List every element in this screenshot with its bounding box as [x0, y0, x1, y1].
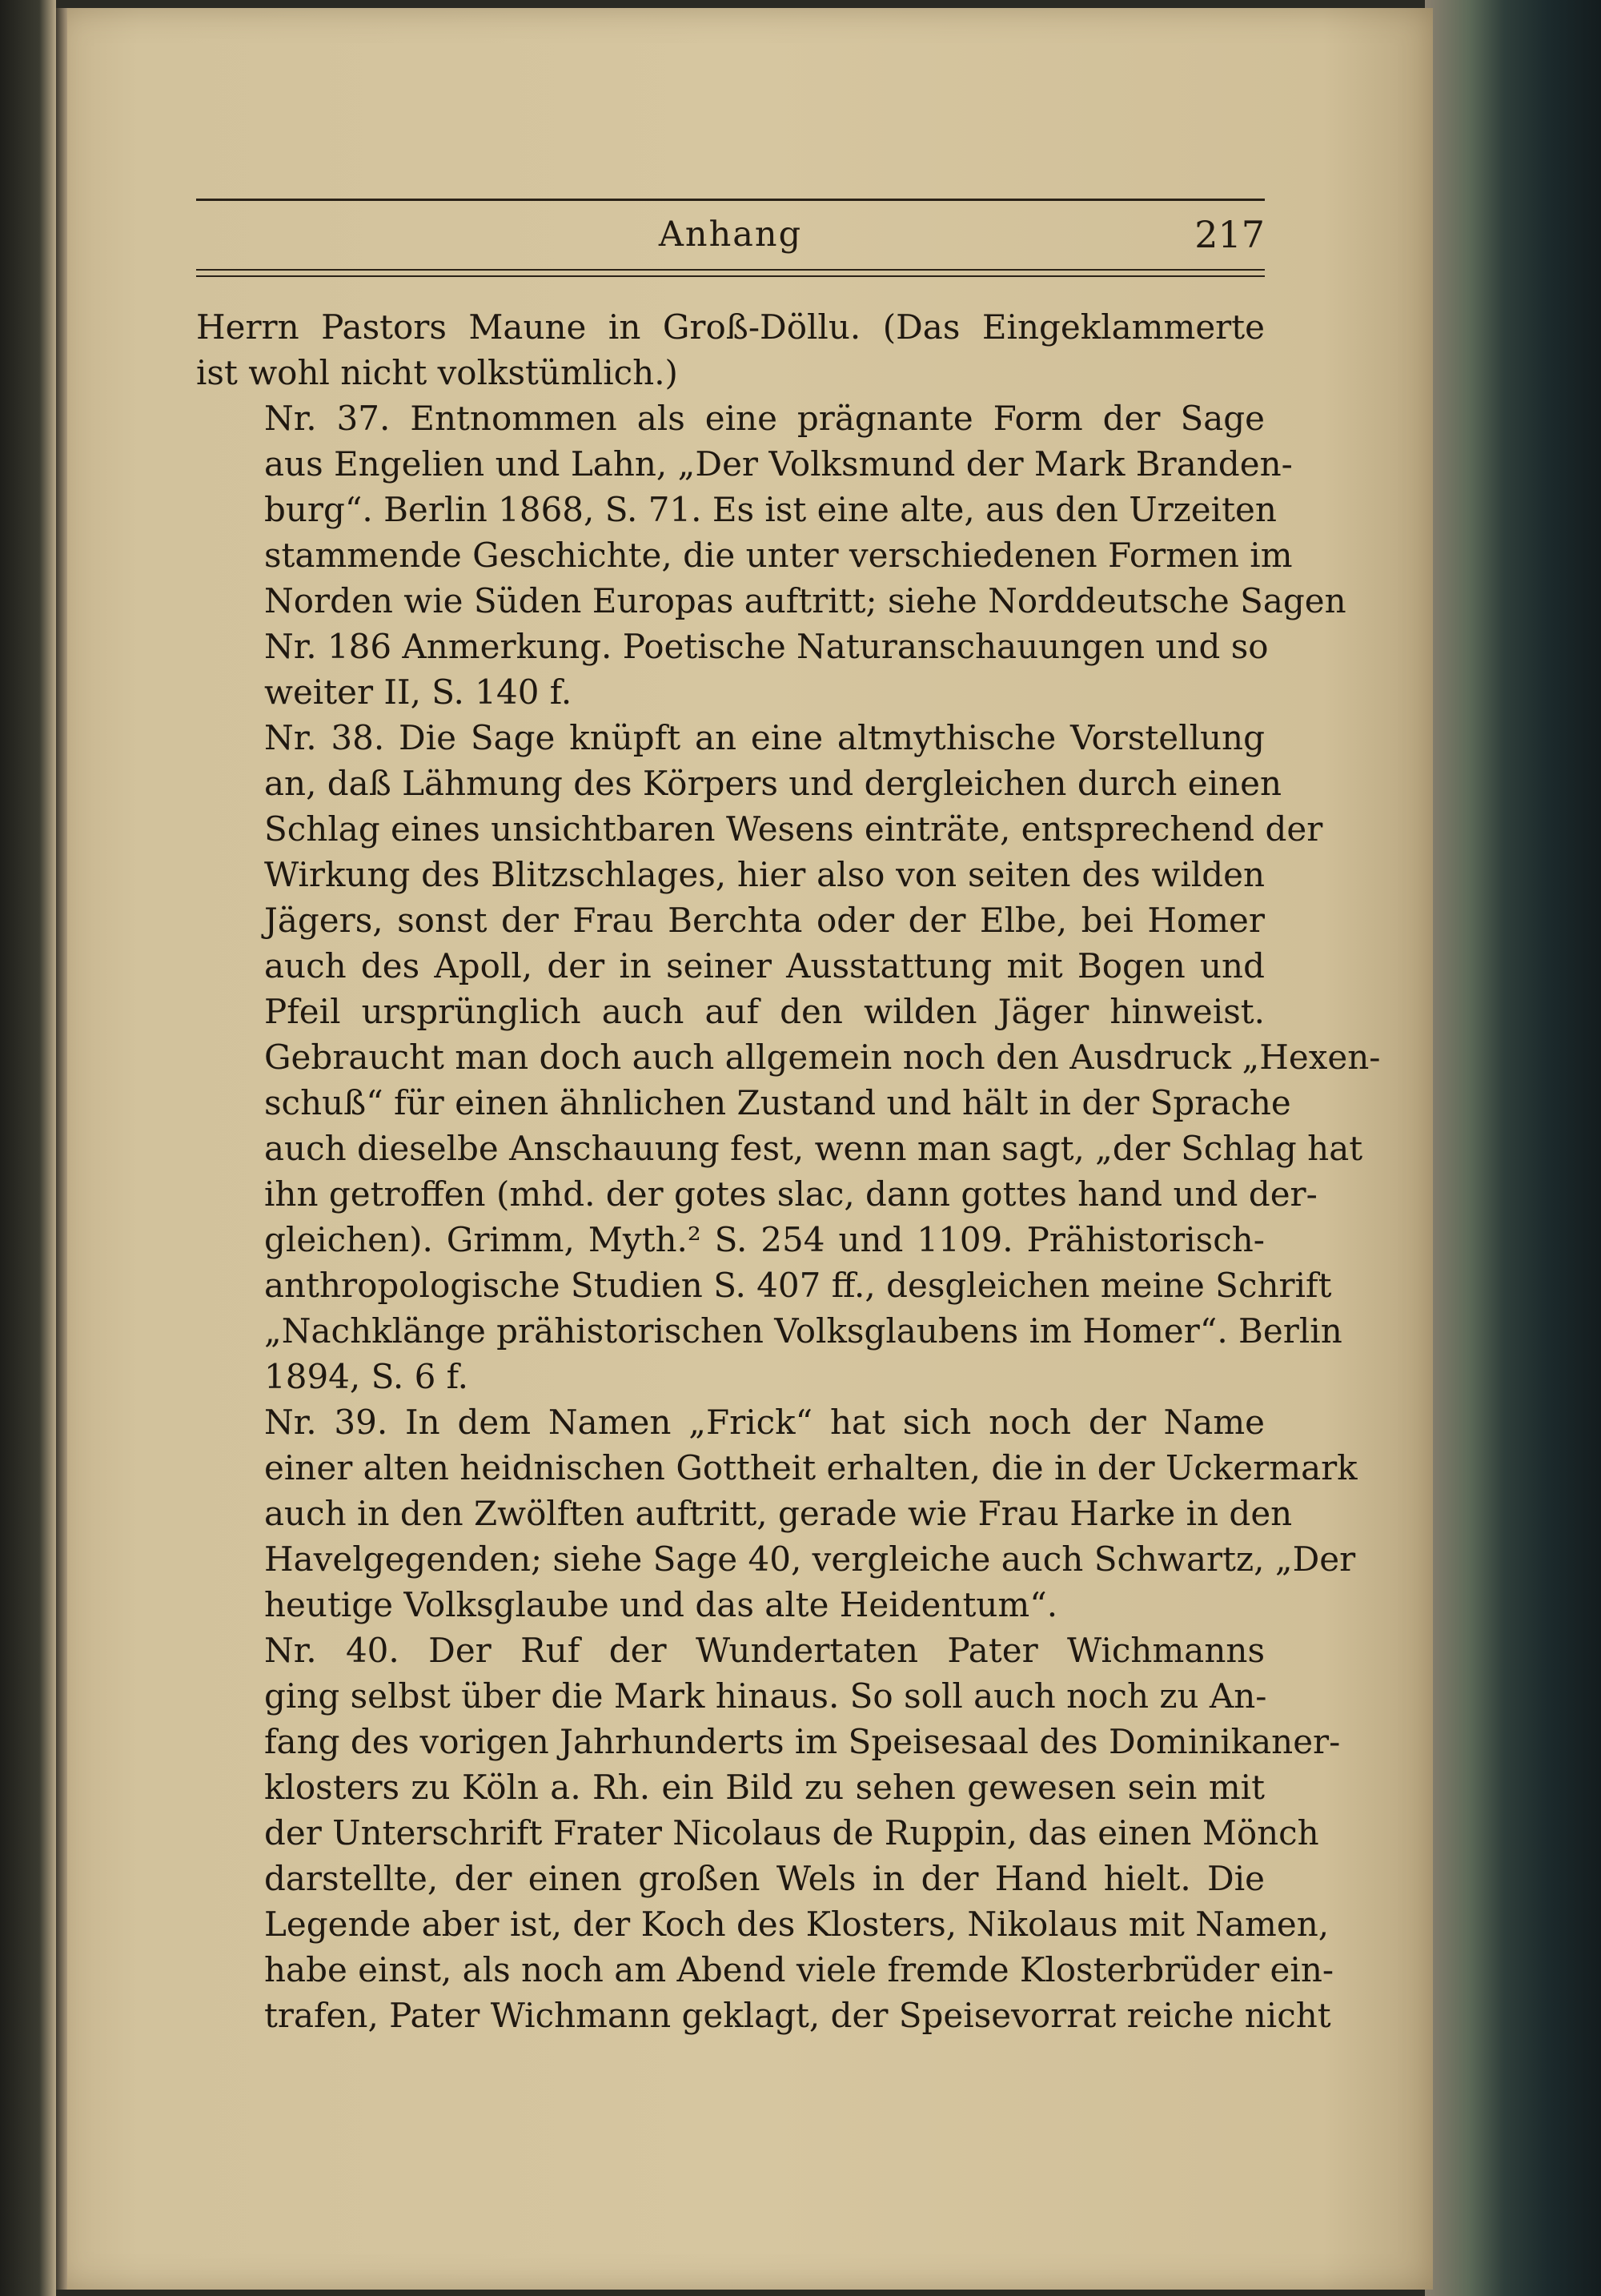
page-number: 217: [1194, 213, 1265, 256]
text-line: aus Engelien und Lahn, „Der Volksmund der Mark Branden-: [264, 444, 1293, 484]
text-line: an, daß Lähmung des Körpers und dergleichen durch einen: [264, 764, 1282, 803]
paragraph-nr-37: [196, 395, 1346, 715]
text-line: Nr. 38. Die Sage knüpft an eine altmythische Vorstellung: [264, 718, 1265, 757]
text-line: ist wohl nicht volkstümlich.): [196, 353, 678, 392]
text-line: klosters zu Köln a. Rh. ein Bild zu sehen gewesen sein mit: [264, 1768, 1265, 1807]
text-line: Schlag eines unsichtbaren Wesens einträte, entsprechend der: [264, 809, 1323, 849]
header-rule-top: [196, 199, 1265, 201]
text-line: ihn getroffen (mhd. der gotes slac, dann gottes hand und der-: [264, 1174, 1318, 1214]
book-binding-left: [0, 0, 56, 2296]
text-line: auch in den Zwölften auftritt, gerade wie Frau Harke in den: [264, 1494, 1293, 1533]
paragraph-nr-38: [196, 715, 1381, 1399]
header-rule-double: [196, 269, 1265, 277]
text-line: auch des Apoll, der in seiner Ausstattung mit Bogen und: [264, 946, 1265, 985]
page-gutter: [56, 8, 67, 2290]
text-line: trafen, Pater Wichmann geklagt, der Speisevorrat reiche nicht: [264, 1996, 1331, 2035]
book-edge-right: [1425, 0, 1601, 2296]
text-line: Havelgegenden; siehe Sage 40, vergleiche auch Schwartz, „Der: [264, 1539, 1356, 1579]
text-line: ging selbst über die Mark hinaus. So soll auch noch zu An-: [264, 1676, 1267, 1716]
paragraph-continuation: [196, 304, 1265, 395]
text-line: auch dieselbe Anschauung fest, wenn man sagt, „der Schlag hat: [264, 1129, 1363, 1168]
text-line: weiter II, S. 140 f.: [264, 672, 572, 712]
text-line: Herrn Pastors Maune in Groß-Döllu. (Das Eingeklammerte: [196, 307, 1265, 347]
text-line: gleichen). Grimm, Myth.² S. 254 und 1109. Prähistorisch-: [264, 1220, 1265, 1259]
text-line: Norden wie Süden Europas auftritt; siehe Norddeutsche Sagen: [264, 581, 1346, 620]
text-line: Nr. 37. Entnommen als eine prägnante Form der Sage: [264, 399, 1265, 438]
text-line: „Nachklänge prähistorischen Volksglaubens im Homer“. Berlin: [264, 1311, 1342, 1351]
text-line: Jägers, sonst der Frau Berchta oder der Elbe, bei Homer: [264, 901, 1265, 940]
text-line: schuß“ für einen ähnlichen Zustand und hält in der Sprache: [264, 1083, 1291, 1122]
running-title: Anhang: [658, 215, 803, 255]
text-line: Legende aber ist, der Koch des Klosters, Nikolaus mit Namen,: [264, 1905, 1330, 1944]
page-header: [196, 186, 1265, 282]
text-line: darstellte, der einen großen Wels in der Hand hielt. Die: [264, 1859, 1265, 1898]
text-line: heutige Volksglaube und das alte Heidentum“.: [264, 1585, 1058, 1624]
text-line: habe einst, als noch am Abend viele fremde Klosterbrüder ein-: [264, 1950, 1334, 1989]
text-line: burg“. Berlin 1868, S. 71. Es ist eine alte, aus den Urzeiten: [264, 490, 1277, 529]
text-line: Nr. 39. In dem Namen „Frick“ hat sich noch der Name: [264, 1403, 1265, 1442]
text-line: der Unterschrift Frater Nicolaus de Ruppin, das einen Mönch: [264, 1813, 1319, 1852]
text-line: Nr. 186 Anmerkung. Poetische Naturanschauungen und so: [264, 627, 1269, 666]
body-text: [196, 304, 1381, 2038]
text-line: einer alten heidnischen Gottheit erhalten, die in der Uckermark: [264, 1448, 1358, 1487]
text-line: Nr. 40. Der Ruf der Wundertaten Pater Wichmanns: [264, 1631, 1265, 1670]
text-line: anthropologische Studien S. 407 ff., desgleichen meine Schrift: [264, 1266, 1332, 1305]
text-line: 1894, S. 6 f.: [264, 1357, 469, 1396]
text-line: Pfeil ursprünglich auch auf den wilden Jäger hinweist.: [264, 992, 1265, 1031]
text-line: fang des vorigen Jahrhunderts im Speisesaal des Dominikaner-: [264, 1722, 1341, 1761]
paragraph-nr-40: [196, 1628, 1341, 2038]
paragraph-nr-39: [196, 1399, 1358, 1628]
text-line: Wirkung des Blitzschlages, hier also von seiten des wilden: [264, 855, 1265, 894]
text-line: Gebraucht man doch auch allgemein noch den Ausdruck „Hexen-: [264, 1038, 1381, 1077]
text-line: stammende Geschichte, die unter verschiedenen Formen im: [264, 536, 1293, 575]
